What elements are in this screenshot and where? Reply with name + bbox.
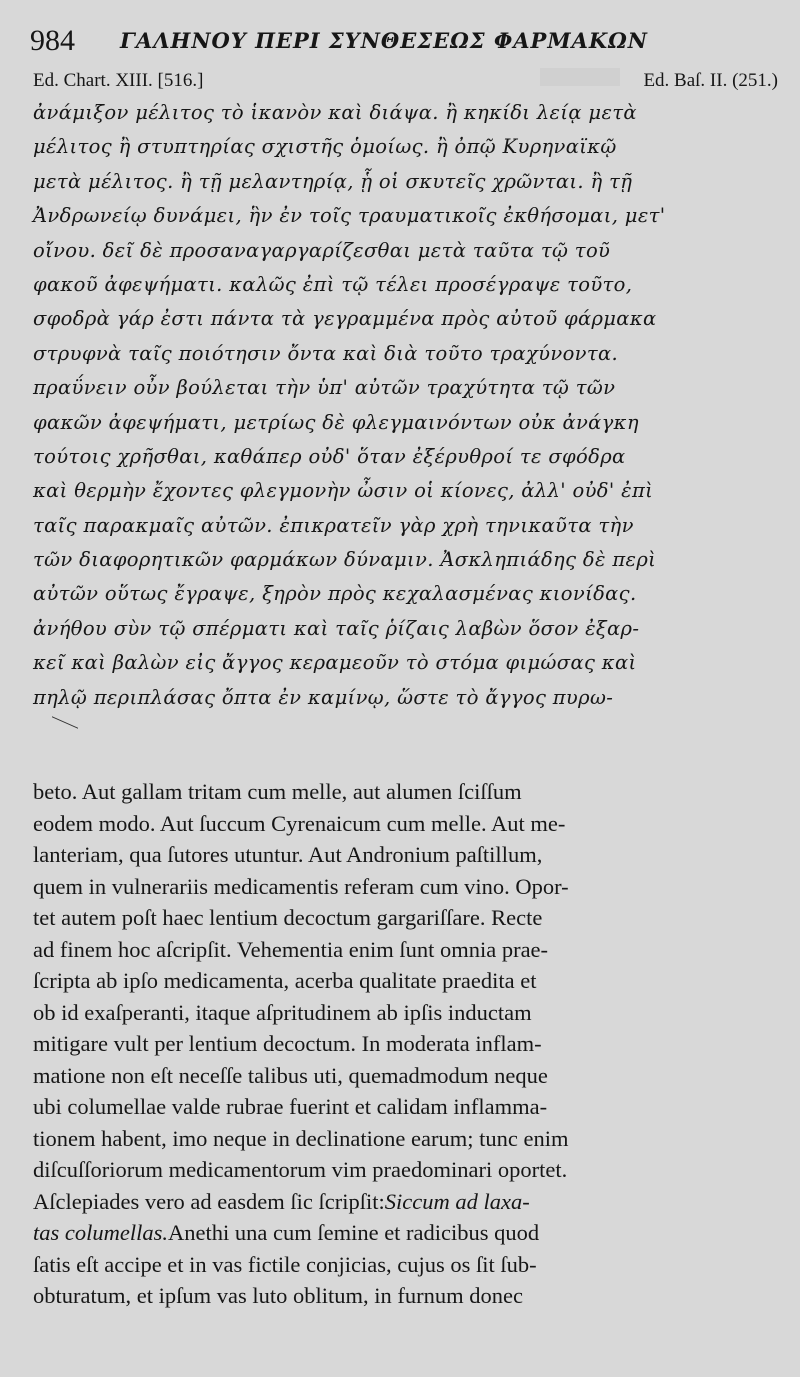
latin-line: ob id exaſperanti, itaque aſpritudinem ab ipſis inductam [33, 999, 532, 1025]
latin-line: tionem habent, imo neque in declinatione earum; tunc enim [33, 1125, 569, 1151]
greek-line: οἴνου. δεῖ δὲ προσαναγαργαρίζεσθαι μετὰ ταῦτα τῷ τοῦ [33, 238, 611, 262]
latin-line: ſcripta ab ipſo medicamenta, acerba qualitate praedita et [33, 968, 537, 993]
latin-line-15-italic: tas columellas. [33, 1220, 168, 1245]
latin-text-block [33, 776, 773, 1312]
greek-line: ἀνάμιξον μέλιτος τὸ ἱκανὸν καὶ διάψα. ἢ κηκίδι λείᾳ μετὰ [33, 101, 637, 124]
greek-line: αὐτῶν οὕτως ἔγραψε, ξηρὸν πρὸς κεχαλασμένας κιονίδας. [33, 582, 637, 606]
latin-line: beto. Aut gallam tritam cum melle, aut alumen ſciſſum [33, 779, 522, 804]
latin-line: ad finem hoc aſcripſit. Vehementia enim ſunt omnia prae- [33, 936, 549, 962]
running-head-title: ΓΑΛΗΝΟΥ ΠΕΡΙ ΣΥΝΘΕΣΕΩΣ ΦΑΡΜΑΚΩΝ [120, 28, 648, 53]
greek-line: φακοῦ ἀφεψήματι. καλῶς ἐπὶ τῷ τέλει προσέγραψε τοῦτο, [33, 272, 633, 296]
latin-line: obturatum, et ipſum vas luto oblitum, in furnum donec [33, 1283, 523, 1308]
latin-line-14-italic: Siccum ad laxa- [384, 1188, 530, 1214]
greek-line: κεῖ καὶ βαλὼν εἰς ἄγγος κεραμεοῦν τὸ στόμα φιμώσας καὶ [33, 651, 637, 675]
latin-line-14-roman: Aſclepiades vero ad easdem ſic ſcripſit: [33, 1188, 385, 1214]
greek-line: καὶ θερμὴν ἔχοντες φλεγμονὴν ὦσιν οἱ κίονες, ἀλλ' οὐδ' ἐπὶ [33, 479, 654, 503]
paper-stain [540, 68, 620, 86]
greek-line: πραΰνειν οὖν βούλεται τὴν ὑπ' αὐτῶν τραχύτητα τῷ τῶν [33, 376, 616, 400]
greek-line: στρυφνὰ ταῖς ποιότησιν ὄντα καὶ διὰ τοῦτο τραχύνοντα. [33, 341, 619, 365]
edition-reference-right: Ed. Baſ. II. (251.) [643, 70, 778, 91]
latin-line: ſatis eſt accipe et in vas fictile conjicias, cujus os ſit ſub- [33, 1251, 537, 1277]
greek-line: μετὰ μέλιτος. ἢ τῇ μελαντηρίᾳ, ᾗ οἱ σκυτεῖς χρῶνται. ἢ τῇ [33, 169, 633, 193]
greek-line: Ἀνδρωνείῳ δυνάμει, ἣν ἐν τοῖς τραυματικοῖς ἐκθήσομαι, μετ' [33, 204, 666, 228]
edition-reference-left: Ed. Chart. XIII. [516.] [33, 70, 204, 91]
greek-line: πηλῷ περιπλάσας ὄπτα ἐν καμίνῳ, ὥστε τὸ ἄγγος πυρω- [33, 685, 614, 709]
greek-line: φακῶν ἀφεψήματι, μετρίως δὲ φλεγμαινόντων οὐκ ἀνάγκη [33, 410, 639, 434]
latin-line: quem in vulnerariis medicamentis referam cum vino. Opor- [33, 873, 569, 899]
greek-line: μέλιτος ἢ στυπτηρίας σχιστῆς ὁμοίως. ἢ ὀπῷ Κυρηναϊκῷ [33, 135, 617, 159]
greek-line: ταῖς παρακμαῖς αὐτῶν. ἐπικρατεῖν γὰρ χρὴ τηνικαῦτα τὴν [33, 513, 634, 537]
greek-text-block [33, 96, 773, 715]
latin-line [33, 1217, 773, 1249]
latin-line: eodem modo. Aut ſuccum Cyrenaicum cum melle. Aut me- [33, 810, 566, 836]
latin-line: lanteriam, qua ſutores utuntur. Aut Andronium paſtillum, [33, 842, 543, 867]
latin-line [33, 1186, 773, 1218]
greek-line: ἀνήθου σὺν τῷ σπέρματι καὶ ταῖς ῥίζαις λαβὼν ὅσον ἐξαρ- [33, 616, 640, 640]
latin-line: diſcuſſoriorum medicamentorum vim praedominari oportet. [33, 1157, 568, 1182]
page-number: 984 [30, 24, 75, 57]
latin-line: tet autem poſt haec lentium decoctum gargariſſare. Recte [33, 905, 543, 930]
greek-line: τούτοις χρῆσθαι, καθάπερ οὐδ' ὅταν ἐξέρυθροί τε σφόδρα [33, 444, 626, 468]
greek-line: τῶν διαφορητικῶν φαρμάκων δύναμιν. Ἀσκληπιάδης δὲ περὶ [33, 548, 657, 572]
latin-line: ubi columellae valde rubrae fuerint et calidam inflamma- [33, 1094, 548, 1119]
latin-line: matione non eſt neceſſe talibus uti, quemadmodum neque [33, 1062, 548, 1088]
greek-line: σφοδρὰ γάρ ἐστι πάντα τὰ γεγραμμένα πρὸς αὐτοῦ φάρμακα [33, 307, 657, 331]
latin-line-15-roman: Anethi una cum ſemine et radicibus quod [168, 1220, 540, 1245]
latin-line: mitigare vult per lentium decoctum. In moderata inflam- [33, 1031, 542, 1056]
